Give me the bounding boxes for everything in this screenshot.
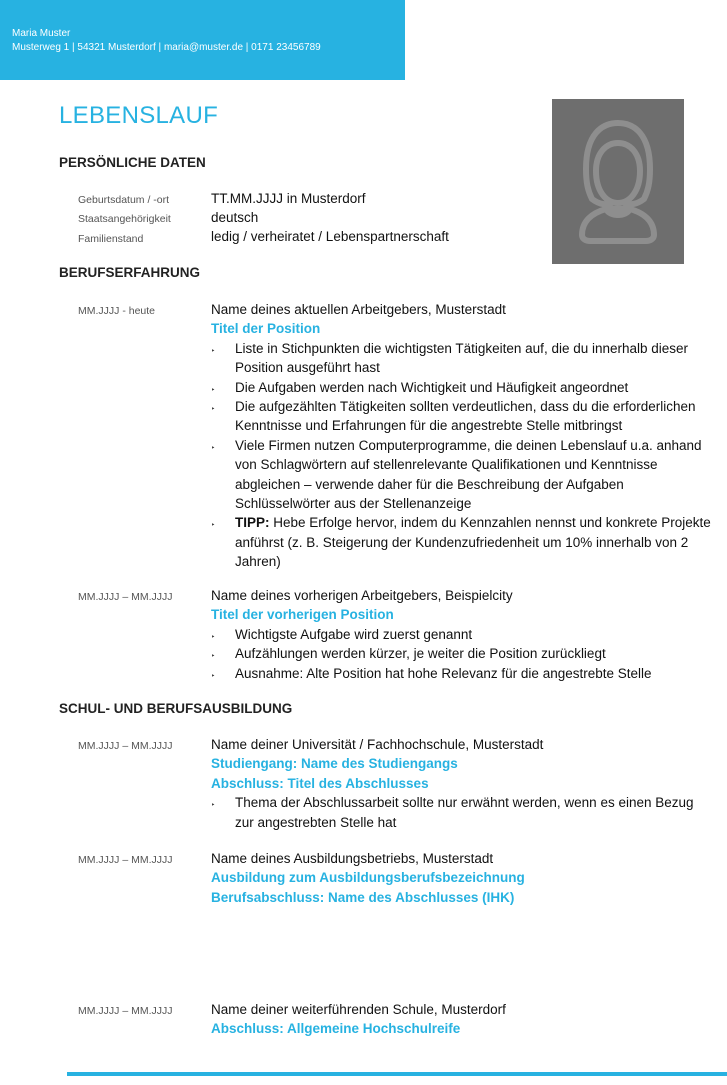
list-item: ‣ Liste in Stichpunkten die wichtigsten Tätigkeiten auf, die du innerhalb dieser Position ausgeführt hast bbox=[211, 340, 689, 376]
list-item-tip bbox=[211, 513, 711, 571]
footer-divider bbox=[67, 1072, 727, 1076]
experience-bullet-list bbox=[211, 339, 711, 572]
education-date: MM.JJJJ – MM.JJJJ bbox=[78, 740, 173, 752]
bullet-icon: ‣ bbox=[211, 802, 216, 810]
bullet-icon: ‣ bbox=[211, 347, 216, 355]
education-line2: Abschluss: Titel des Abschlusses bbox=[211, 775, 429, 791]
education-date: MM.JJJJ – MM.JJJJ bbox=[78, 854, 173, 866]
personal-value-birth: TT.MM.JJJJ in Musterdorf bbox=[211, 191, 366, 206]
education-institution: Name deiner Universität / Fachhochschule, Musterstadt bbox=[211, 737, 544, 752]
personal-value-marital: ledig / verheiratet / Lebenspartnerschaft bbox=[211, 229, 449, 244]
personal-value-nationality: deutsch bbox=[211, 210, 259, 225]
list-item: ‣ Die aufgezählten Tätigkeiten sollten verdeutlichen, dass du die erforderlichen Kenntnisse und Erfahrungen für die angestrebte Stelle mitbringst bbox=[211, 399, 696, 434]
section-heading-experience: BERUFSERFAHRUNG bbox=[59, 265, 201, 280]
list-item: ‣ Thema der Abschlussarbeit sollte nur erwähnt werden, wenn es einen Bezug zur angestrebten Stelle hat bbox=[211, 795, 694, 830]
education-line1: Studiengang: Name des Studiengangs bbox=[211, 756, 458, 772]
bullet-icon: ‣ bbox=[211, 386, 216, 394]
document-title: LEBENSLAUF bbox=[59, 102, 219, 129]
experience-date: MM.JJJJ - heute bbox=[78, 305, 156, 317]
bullet-icon: ‣ bbox=[211, 653, 216, 661]
experience-date: MM.JJJJ – MM.JJJJ bbox=[78, 591, 173, 603]
experience-position: Titel der vorherigen Position bbox=[211, 607, 394, 623]
header-bar bbox=[0, 0, 405, 80]
experience-entry bbox=[211, 586, 711, 683]
person-placeholder-icon bbox=[552, 99, 684, 264]
tip-text: Hebe Erfolge hervor, indem du Kennzahlen nennst und konkrete Projekte anführst (z. B. Steigerung der Kundenzufriedenheit um 10% innerhalb von 2 Jahren) bbox=[235, 515, 711, 570]
header-contact bbox=[12, 42, 321, 53]
profile-photo bbox=[552, 99, 684, 264]
education-entry bbox=[211, 849, 711, 907]
experience-position: Titel der Position bbox=[211, 321, 321, 337]
bullet-icon: ‣ bbox=[211, 444, 216, 452]
header-phone: | 0171 23456789 bbox=[245, 42, 321, 53]
experience-employer: Name deines aktuellen Arbeitgebers, Musterstadt bbox=[211, 302, 506, 317]
education-date: MM.JJJJ – MM.JJJJ bbox=[78, 1005, 173, 1017]
personal-label-marital: Familienstand bbox=[78, 233, 144, 245]
header-name: Maria Muster bbox=[12, 28, 71, 39]
personal-label-birth: Geburtsdatum / -ort bbox=[78, 194, 170, 206]
experience-bullet-list bbox=[211, 625, 711, 683]
bullet-icon: ‣ bbox=[211, 406, 216, 414]
list-item: ‣ Wichtigste Aufgabe wird zuerst genannt bbox=[211, 625, 711, 644]
bullet-icon: ‣ bbox=[211, 672, 216, 680]
education-institution: Name deines Ausbildungsbetriebs, Musterstadt bbox=[211, 851, 494, 866]
list-item: ‣ Die Aufgaben werden nach Wichtigkeit und Häufigkeit angeordnet bbox=[211, 378, 711, 397]
education-line2: Berufsabschluss: Name des Abschlusses (IHK) bbox=[211, 889, 515, 905]
section-heading-education: SCHUL- UND BERUFSAUSBILDUNG bbox=[59, 701, 293, 716]
bullet-icon: ‣ bbox=[211, 633, 216, 641]
education-entry bbox=[211, 735, 711, 832]
header-email-link[interactable]: maria@muster.de bbox=[163, 42, 244, 53]
education-line1: Abschluss: Allgemeine Hochschulreife bbox=[211, 1021, 461, 1037]
education-entry bbox=[211, 1000, 711, 1039]
header-address: Musterweg 1 | 54321 Musterdorf | bbox=[12, 42, 162, 53]
education-bullet-list bbox=[211, 793, 711, 832]
personal-label-nationality: Staatsangehörigkeit bbox=[78, 213, 171, 225]
education-institution: Name deiner weiterführenden Schule, Musterdorf bbox=[211, 1002, 506, 1017]
tip-label: TIPP: bbox=[235, 515, 270, 531]
list-item: ‣ Ausnahme: Alte Position hat hohe Relevanz für die angestrebte Stelle bbox=[211, 664, 711, 683]
list-item: ‣ Viele Firmen nutzen Computerprogramme, die deinen Lebenslauf u.a. anhand von Schlagwörtern auf stellenrelevante Qualifikationen und Kenntnisse abgleichen – verwende daher für die Beschreibung der Aufgaben Schlüsselwörter aus der Stellenanzeige bbox=[211, 437, 702, 512]
bullet-icon: ‣ bbox=[211, 522, 216, 530]
list-item: ‣ Aufzählungen werden kürzer, je weiter die Position zurückliegt bbox=[211, 644, 711, 663]
experience-employer: Name deines vorherigen Arbeitgebers, Beispielcity bbox=[211, 588, 513, 603]
experience-entry bbox=[211, 300, 711, 572]
section-heading-personal: PERSÖNLICHE DATEN bbox=[59, 155, 206, 170]
education-line1: Ausbildung zum Ausbildungsberufsbezeichnung bbox=[211, 870, 525, 886]
